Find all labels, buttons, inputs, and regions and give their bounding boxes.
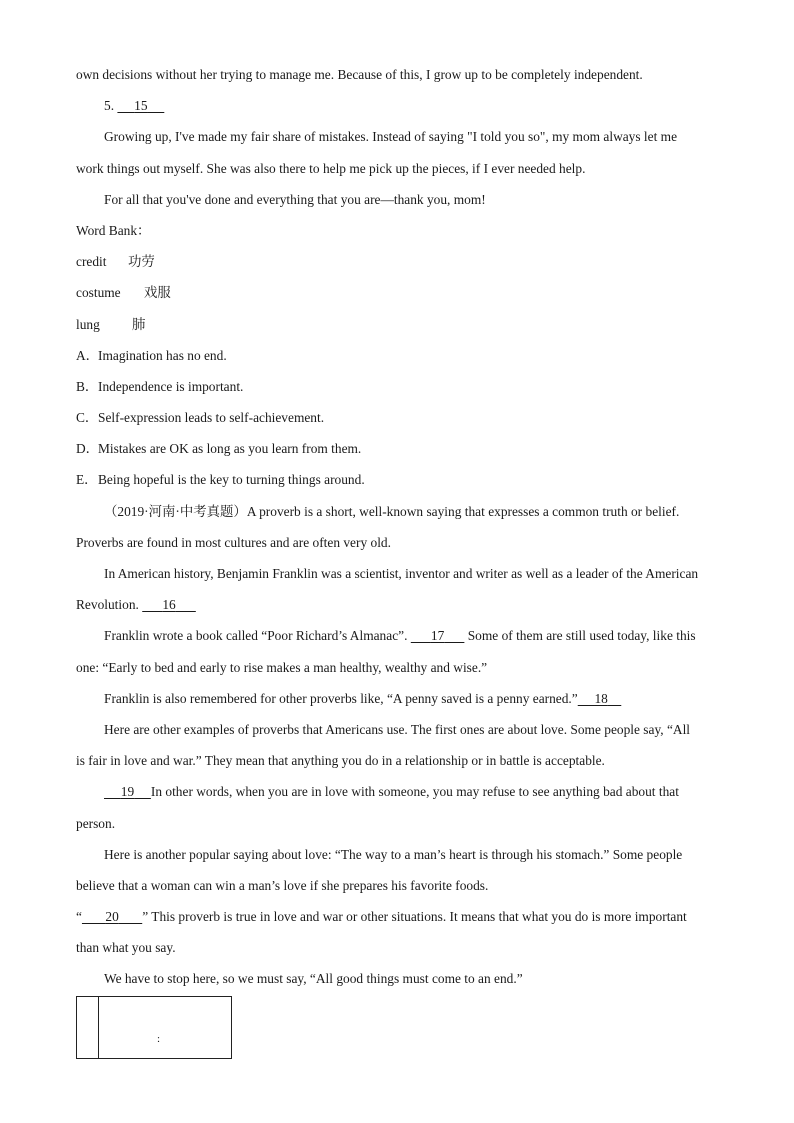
- option-label: B．: [76, 378, 99, 394]
- option-text: Self-expression leads to self-achievement.: [98, 410, 325, 426]
- text-line: is fair in love and war.” They mean that anything you do in a relationship or in battle is acceptable.: [76, 753, 605, 769]
- option-text: Being hopeful is the key to turning things around.: [98, 472, 365, 488]
- text-segment: A proverb is a short, well-known saying that expresses a common truth or belief.: [246, 503, 680, 519]
- answer-blank-19[interactable]: 19: [120, 784, 135, 800]
- text-line: [76, 686, 719, 717]
- text-line: [76, 499, 719, 530]
- text-line: [76, 904, 719, 935]
- option-b: [76, 374, 719, 405]
- option-text: Independence is important.: [98, 378, 244, 394]
- word-bank-translation: 功劳: [128, 254, 155, 270]
- text-line: than what you say.: [76, 940, 176, 956]
- answer-blank-20[interactable]: 20: [105, 909, 119, 925]
- word-bank-term: lung: [76, 316, 100, 332]
- answer-blank-17[interactable]: 17: [430, 628, 445, 644]
- text-line: [76, 779, 719, 810]
- text-line: [76, 592, 719, 623]
- text-segment: In other words, when you are in love with someone, you may refuse to see anything bad about that: [150, 784, 679, 800]
- text-line: Proverbs are found in most cultures and are often very old.: [76, 534, 391, 550]
- option-c: [76, 405, 719, 436]
- text-line: [76, 623, 719, 654]
- text-line: Here are other examples of proverbs that Americans use. The first ones are about love. Some people say, “All: [104, 721, 691, 737]
- text-line: We have to stop here, so we must say, “All good things must come to an end.”: [104, 971, 523, 987]
- word-bank-entry: [76, 249, 719, 280]
- text-segment: Revolution.: [76, 597, 139, 613]
- word-bank-entry: [76, 312, 719, 343]
- box-divider: [98, 997, 99, 1058]
- option-d: [76, 436, 719, 467]
- document-page: [76, 62, 719, 998]
- word-bank-term: credit: [76, 254, 107, 270]
- answer-box: [76, 996, 232, 1059]
- text-line: own decisions without her trying to manage me. Because of this, I grow up to be completely independent.: [76, 67, 643, 82]
- option-a: [76, 343, 719, 374]
- word-bank-translation: 肺: [132, 316, 146, 332]
- text-line: one: “Early to bed and early to rise makes a man healthy, wealthy and wise.”: [76, 659, 488, 675]
- option-label: E．: [76, 472, 98, 488]
- text-line: In American history, Benjamin Franklin was a scientist, inventor and writer as well as a leader of the American: [104, 566, 699, 581]
- text-segment: Franklin wrote a book called “Poor Richard’s Almanac”.: [104, 628, 408, 644]
- option-e: [76, 467, 719, 498]
- word-bank-entry: [76, 280, 719, 311]
- text-line: person.: [76, 815, 116, 831]
- word-bank-title: Word Bank：: [76, 222, 151, 238]
- source-tag: （2019·河南·中考真题）: [104, 503, 247, 519]
- question-5: [76, 93, 719, 124]
- text-segment: ” This proverb is true in love and war or other situations. It means that what you do is more important: [142, 909, 687, 925]
- answer-blank-18[interactable]: 18: [594, 690, 608, 706]
- option-text: Imagination has no end.: [98, 347, 227, 363]
- option-text: Mistakes are OK as long as you learn from them.: [98, 441, 362, 457]
- text-segment: “: [76, 909, 82, 925]
- box-colon: :: [157, 1033, 161, 1045]
- text-segment: Franklin is also remembered for other proverbs like, “A penny saved is a penny earned.”: [104, 690, 578, 706]
- option-label: C．: [76, 410, 99, 426]
- text-segment: Some of them are still used today, like this: [467, 628, 696, 644]
- text-line: For all that you've done and everything that you are—thank you, mom!: [104, 191, 486, 207]
- answer-blank-16[interactable]: 16: [162, 597, 176, 613]
- text-line: Here is another popular saying about love: “The way to a man’s heart is through his stomach.” Some people: [104, 846, 683, 862]
- word-bank-term: costume: [76, 285, 121, 301]
- text-line: Growing up, I've made my fair share of mistakes. Instead of saying "I told you so", my mom always let me: [104, 129, 678, 145]
- question-number: 5.: [104, 98, 115, 114]
- option-label: A．: [76, 347, 100, 363]
- answer-blank-15[interactable]: 15: [134, 98, 148, 114]
- option-label: D．: [76, 441, 100, 457]
- word-bank-translation: 戏服: [144, 285, 171, 301]
- text-line: work things out myself. She was also there to help me pick up the pieces, if I ever needed help.: [76, 160, 586, 176]
- text-line: believe that a woman can win a man’s love if she prepares his favorite foods.: [76, 877, 489, 893]
